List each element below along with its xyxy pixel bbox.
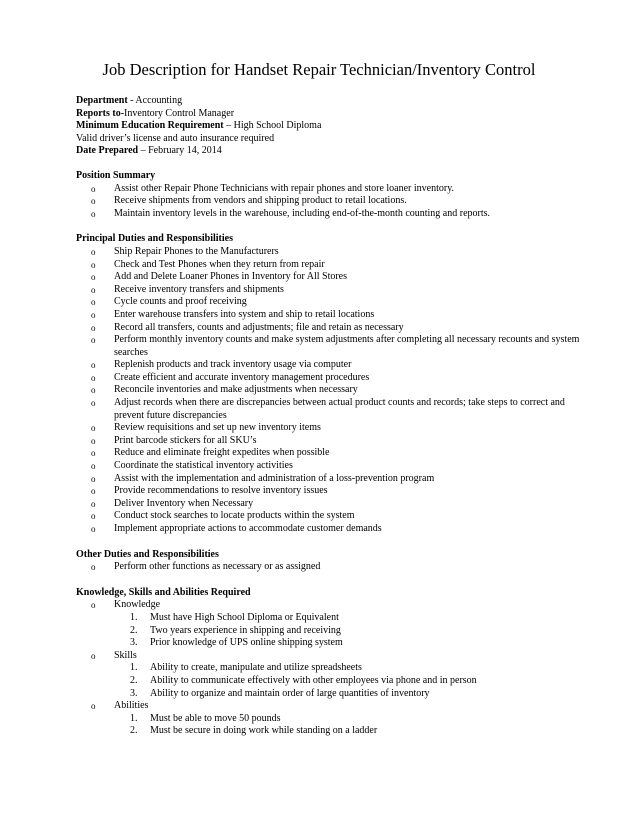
- other-duties-list: [76, 561, 576, 574]
- list-item: [76, 359, 576, 372]
- list-item: [76, 284, 576, 297]
- position-summary-list: [76, 183, 576, 221]
- ksa-group-knowledge: [76, 599, 576, 612]
- numbered-item: [76, 688, 576, 701]
- bullet-marker: o: [91, 435, 96, 446]
- ksa-group-skills: [76, 650, 576, 663]
- list-item: [76, 309, 576, 322]
- reports-to-label: Reports to-: [76, 107, 125, 119]
- bullet-marker: o: [91, 385, 96, 396]
- min-education-label: Minimum Education Requirement: [76, 120, 224, 132]
- list-item-text: Adjust records when there are discrepancies between actual product counts and records; take steps to correct and prevent future discrepancies: [114, 397, 565, 421]
- knowledge-list: [76, 612, 576, 650]
- min-education-value: – High School Diploma: [223, 120, 322, 132]
- list-item-text: Deliver Inventory when Necessary: [114, 497, 254, 509]
- date-prepared-label: Date Prepared: [76, 145, 139, 157]
- bullet-marker: o: [91, 335, 96, 346]
- numbered-item-text: Must be secure in doing work while standing on a ladder: [150, 725, 378, 737]
- item-number: 1.: [130, 611, 138, 623]
- numbered-item: [76, 662, 576, 675]
- item-number: 2.: [130, 725, 138, 737]
- numbered-item-text: Must be able to move 50 pounds: [150, 712, 281, 724]
- abilities-list: [76, 713, 576, 738]
- bullet-marker: o: [91, 600, 96, 611]
- list-item: [76, 372, 576, 385]
- bullet-marker: o: [91, 461, 96, 472]
- list-item-text: Receive inventory transfers and shipments: [114, 283, 284, 295]
- list-item: [76, 384, 576, 397]
- list-item: [76, 296, 576, 309]
- bullet-marker: o: [91, 473, 96, 484]
- list-item: [76, 460, 576, 473]
- bullet-marker: o: [91, 196, 96, 207]
- bullet-marker: o: [91, 246, 96, 257]
- list-item: [76, 271, 576, 284]
- numbered-item-text: Ability to create, manipulate and utilize spreadsheets: [150, 662, 362, 674]
- department-label: Department: [76, 95, 128, 106]
- bullet-marker: o: [91, 524, 96, 534]
- spacer: [76, 536, 576, 549]
- list-item: [76, 510, 576, 523]
- list-item-text: Provide recommendations to resolve inventory issues: [114, 485, 328, 497]
- numbered-item: [76, 625, 576, 638]
- department-line: [76, 95, 576, 108]
- bullet-marker: o: [91, 297, 96, 308]
- list-item-text: Print barcode stickers for all SKU’s: [114, 434, 257, 446]
- item-number: 3.: [130, 637, 138, 649]
- bullet-marker: o: [91, 284, 96, 295]
- list-item-text: Review requisitions and set up new inventory items: [114, 422, 321, 434]
- bullet-marker: o: [91, 498, 96, 509]
- numbered-item-text: Two years experience in shipping and receiving: [150, 624, 341, 636]
- item-number: 2.: [130, 674, 138, 686]
- list-item: [76, 435, 576, 448]
- license-line: Valid driver’s license and auto insurance required: [76, 132, 275, 144]
- bullet-marker: o: [91, 486, 96, 497]
- list-item-text: Reconcile inventories and make adjustments when necessary: [114, 384, 358, 396]
- list-item-text: Implement appropriate actions to accommodate customer demands: [114, 523, 382, 534]
- document-body: [76, 95, 580, 738]
- position-summary-heading: Position Summary: [76, 169, 156, 181]
- list-item-text: Reduce and eliminate freight expedites when possible: [114, 447, 330, 459]
- other-duties-heading: Other Duties and Responsibilities: [76, 548, 219, 560]
- list-item-text: Coordinate the statistical inventory activities: [114, 460, 293, 472]
- bullet-marker: o: [91, 309, 96, 320]
- list-item: [76, 246, 576, 259]
- skills-list: [76, 662, 576, 700]
- list-item: [76, 447, 576, 460]
- numbered-item-text: Ability to communicate effectively with other employees via phone and in person: [150, 674, 477, 686]
- list-item: [76, 523, 576, 536]
- bullet-marker: o: [91, 259, 96, 270]
- list-item: [76, 397, 584, 422]
- principal-duties-list: [76, 245, 580, 536]
- list-item-text: Assist with the implementation and administration of a loss-prevention program: [114, 472, 435, 484]
- bullet-marker: o: [91, 272, 96, 283]
- bullet-marker: o: [91, 322, 96, 333]
- numbered-item: [76, 612, 576, 625]
- list-item: [76, 473, 576, 486]
- ksa-list: [76, 650, 576, 663]
- ksa-group-label: Skills: [114, 649, 137, 661]
- document-title: Job Description for Handset Repair Technician/Inventory Control: [102, 60, 536, 79]
- bullet-marker: o: [91, 423, 96, 434]
- list-item-text: Conduct stock searches to locate products within the system: [114, 510, 355, 522]
- list-item-text: Perform other functions as necessary or as assigned: [114, 561, 321, 573]
- reports-to-line: [76, 108, 576, 121]
- department-value: - Accounting: [127, 95, 183, 106]
- bullet-marker: o: [91, 208, 96, 219]
- list-item-text: Record all transfers, counts and adjustments; file and retain as necessary: [114, 321, 404, 333]
- list-item-text: Check and Test Phones when they return from repair: [114, 258, 325, 270]
- list-item: [76, 183, 576, 196]
- list-item-text: Enter warehouse transfers into system and ship to retail locations: [114, 308, 375, 320]
- list-item-text: Replenish products and track inventory usage via computer: [114, 359, 352, 371]
- ksa-list: [76, 700, 576, 713]
- ksa-group-label: Abilities: [114, 700, 149, 712]
- min-education-line: [76, 120, 576, 133]
- list-item: [76, 195, 576, 208]
- bullet-marker: o: [91, 562, 96, 573]
- list-item-text: Perform monthly inventory counts and make system adjustments after completing all necessary recounts and system searches: [114, 334, 580, 358]
- list-item: [76, 322, 576, 335]
- bullet-marker: o: [91, 448, 96, 459]
- list-item-text: Cycle counts and proof receiving: [114, 296, 247, 308]
- spacer: [76, 574, 576, 587]
- item-number: 1.: [130, 712, 138, 724]
- numbered-item: [76, 725, 576, 738]
- numbered-item: [76, 637, 576, 650]
- numbered-item-text: Must have High School Diploma or Equivalent: [150, 611, 339, 623]
- bullet-marker: o: [91, 183, 96, 194]
- list-item-text: Ship Repair Phones to the Manufacturers: [114, 245, 279, 257]
- ksa-list: [76, 599, 576, 612]
- date-prepared-value: – February 14, 2014: [138, 145, 222, 157]
- numbered-item-text: Prior knowledge of UPS online shipping system: [150, 637, 343, 649]
- spacer: [76, 158, 576, 170]
- bullet-marker: o: [91, 372, 96, 383]
- ksa-group-label: Knowledge: [114, 599, 161, 611]
- bullet-marker: o: [91, 650, 96, 661]
- bullet-marker: o: [91, 360, 96, 371]
- date-prepared-line: [76, 145, 576, 158]
- item-number: 3.: [130, 687, 138, 699]
- item-number: 1.: [130, 662, 138, 674]
- list-item: [76, 422, 576, 435]
- list-item-text: Add and Delete Loaner Phones in Inventory for All Stores: [114, 271, 348, 283]
- bullet-marker: o: [91, 511, 96, 522]
- bullet-marker: o: [91, 398, 96, 409]
- bullet-marker: o: [91, 701, 96, 712]
- item-number: 2.: [130, 624, 138, 636]
- list-item-text: Assist other Repair Phone Technicians with repair phones and store loaner inventory.: [114, 182, 455, 194]
- list-item: [76, 485, 576, 498]
- list-item: [76, 498, 576, 511]
- numbered-item: [76, 713, 576, 726]
- ksa-group-abilities: [76, 700, 576, 713]
- spacer: [76, 220, 576, 233]
- list-item: [76, 259, 576, 272]
- list-item: [76, 208, 576, 221]
- list-item-text: Receive shipments from vendors and shipping product to retail locations.: [114, 195, 407, 207]
- principal-duties-heading: Principal Duties and Responsibilities: [76, 233, 233, 245]
- list-item: [76, 561, 576, 574]
- numbered-item-text: Ability to organize and maintain order of large quantities of inventory: [150, 687, 430, 699]
- reports-to-value: Inventory Control Manager: [124, 107, 235, 119]
- list-item-text: Create efficient and accurate inventory management procedures: [114, 371, 370, 383]
- list-item: [76, 334, 584, 359]
- list-item-text: Maintain inventory levels in the warehouse, including end-of-the-month counting and reports.: [114, 207, 491, 219]
- ksa-heading: Knowledge, Skills and Abilities Required: [76, 586, 251, 598]
- numbered-item: [76, 675, 576, 688]
